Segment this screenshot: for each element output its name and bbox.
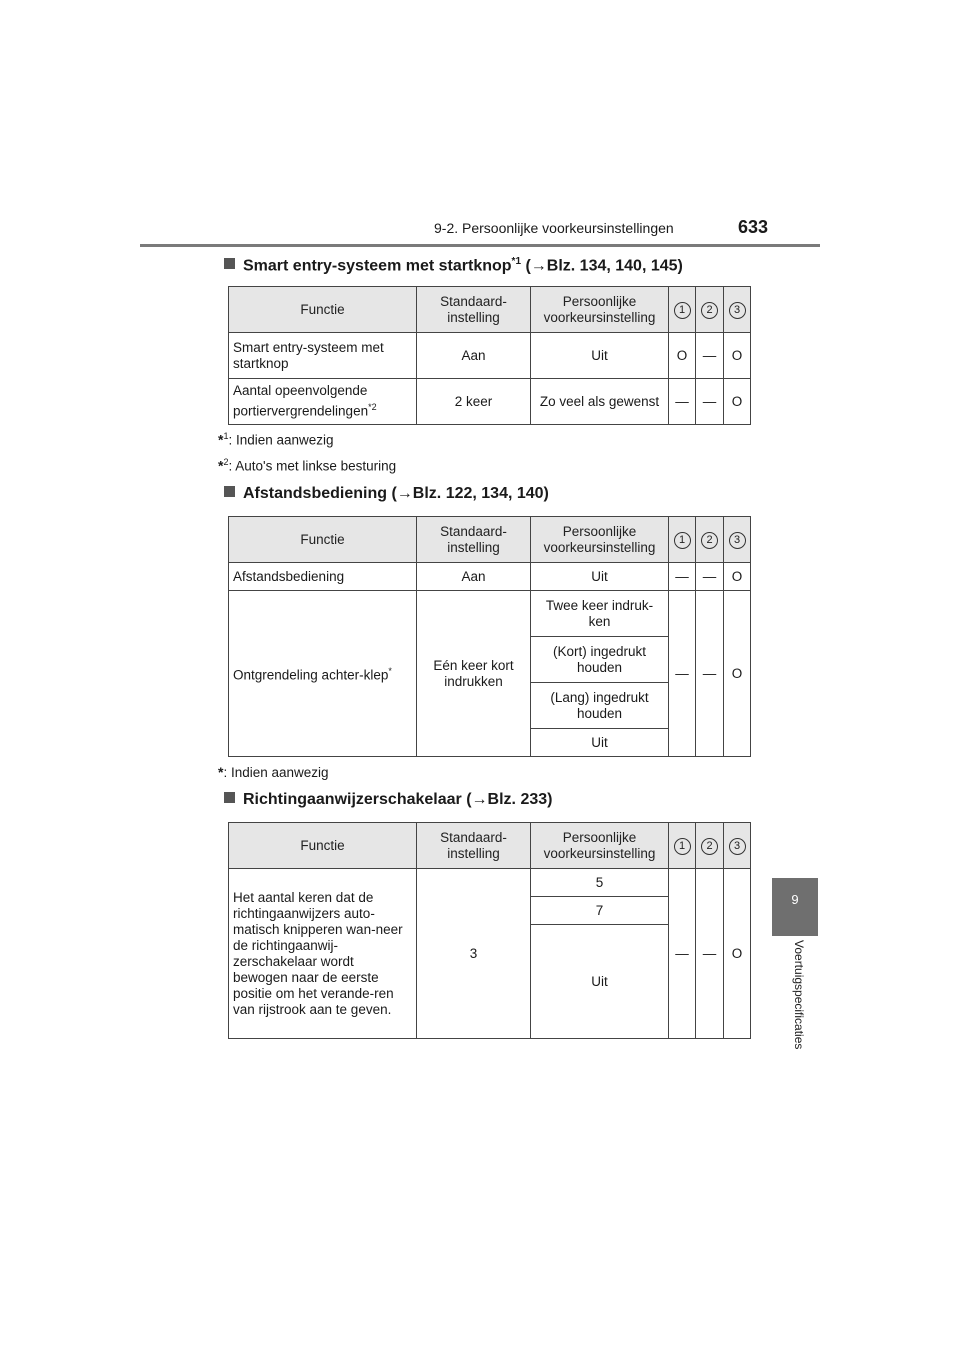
footnote-1: *$^1$: Indien aanwezig: [218, 431, 334, 448]
col-header-3: [724, 287, 751, 333]
section-title-afstandsbediening: Afstandsbediening (→Blz. 122, 134, 140): [224, 485, 549, 503]
circled-3-icon: 3: [729, 838, 746, 855]
circled-3-icon: 3: [729, 302, 746, 319]
circled-2-icon: 2: [701, 302, 718, 319]
col-header-persoonlijke: Persoonlijke voorkeursinstelling: [531, 517, 669, 563]
square-bullet-icon: [224, 258, 235, 269]
table-row: Het aantal keren dat de richtingaanwijzers auto-matisch knipperen wan-neer de richtingaanwij-zerschakelaar wordt bewogen naar de eerste positie om het verande-ren van rijstrook aan te geven. 3 5 — — O: [229, 869, 751, 897]
chapter-label: Voertuigspecificaties: [792, 940, 806, 1050]
col-header-3: [724, 823, 751, 869]
table-row: Smart entry-systeem met startknop Aan Uit O — O: [229, 333, 751, 379]
header-rule: [140, 244, 820, 247]
page-number: 633: [738, 217, 769, 237]
circled-1-icon: 1: [674, 838, 691, 855]
col-header-standaard: Standaard-instelling: [417, 823, 531, 869]
col-header-standaard: Standaard-instelling: [417, 287, 531, 333]
col-header-3: [724, 517, 751, 563]
circled-2-icon: 2: [701, 532, 718, 549]
smart-entry-table: [228, 286, 751, 425]
square-bullet-icon: [224, 792, 235, 803]
section-title-richtingaanwijzer: Richtingaanwijzerschakelaar (→Blz. 233): [224, 791, 552, 809]
col-header-persoonlijke: Persoonlijke voorkeursinstelling: [531, 823, 669, 869]
col-header-functie: Functie: [229, 287, 417, 333]
table-row: Aantal opeenvolgende portiervergrendelingen$^{*2}$ 2 keer Zo veel als gewenst — — O: [229, 379, 751, 425]
richtingaanwijzer-table: Functie Standaard-instelling Persoonlijke voorkeursinstelling 1 2 3 Het aantal keren dat de richtingaanwijzers auto-matisch knipperen wan-neer de richtingaanwij-zerschakelaar wordt bewogen naar de eerste positie om het verande-ren van rijstrook aan te geven. 3 5 — — O 7 Uit: [228, 822, 751, 1039]
footnote-2: *$^2$: Auto's met linkse besturing: [218, 457, 397, 474]
circled-1-icon: 1: [674, 532, 691, 549]
col-header-standaard: Standaard-instelling: [417, 517, 531, 563]
col-header-functie: Functie: [229, 517, 417, 563]
col-header-1: [669, 517, 696, 563]
table-row: Afstandsbediening Aan Uit — — O: [229, 563, 751, 591]
afstandsbediening-table: Functie Standaard-instelling Persoonlijke voorkeursinstelling 1 2 3 Afstandsbediening Aan Uit — — O Ontgrendeling achter-klep* Eén keer kort indrukken Twee keer indruk-ken — — O (Kort) ingedrukt houden (Lang) ingedrukt houden Uit: [228, 516, 751, 757]
chapter-tab: 9: [772, 878, 818, 936]
circled-2-icon: 2: [701, 838, 718, 855]
col-header-1: [669, 823, 696, 869]
footnote-3: *: Indien aanwezig: [218, 764, 329, 780]
square-bullet-icon: [224, 486, 235, 497]
circled-1-icon: 1: [674, 302, 691, 319]
section-heading: 9-2. Persoonlijke voorkeursinstellingen: [434, 220, 674, 236]
col-header-2: [696, 287, 724, 333]
circled-3-icon: 3: [729, 532, 746, 549]
col-header-2: [696, 823, 724, 869]
col-header-1: [669, 287, 696, 333]
section-title-smart-entry: Smart entry-systeem met startknop$^{*1}$ (→Blz. 134, 140, 145): [224, 256, 683, 275]
table-row: Ontgrendeling achter-klep* Eén keer kort indrukken Twee keer indruk-ken — — O: [229, 591, 751, 637]
col-header-functie: Functie: [229, 823, 417, 869]
col-header-2: [696, 517, 724, 563]
col-header-persoonlijke: Persoonlijke voorkeursinstelling: [531, 287, 669, 333]
